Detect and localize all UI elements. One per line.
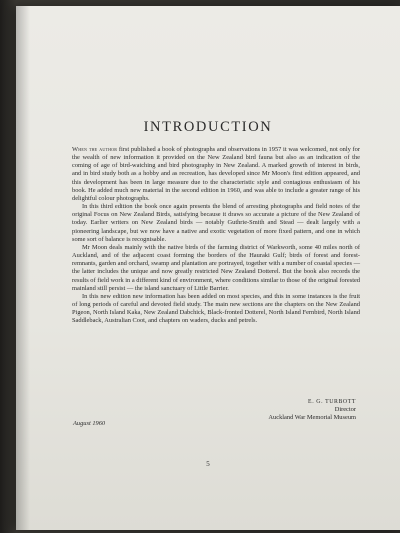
page-number: 5 [206,460,210,468]
date-line: August 1960 [73,420,106,427]
paragraph-1-body: first published a book of photographs and observations in 1957 it was welcomed, not only for the wealth of new information it provided on the New Zealand bird fauna but also as an indication of the coming of age of bird-watching and bird photography in New Zealand. A marked growth of interest in birds, and in bird study both as a hobby and as recreation, has developed since Mr Moon's first edition appeared, and this development has been in large measure due to the characteristic style and contagious enthusiasm of his book. He added much new material in the second edition in 1960, and was able to include a greater range of his delightful colour photographs. [72,146,360,202]
signature-name: E. G. TURBOTT [308,399,356,405]
page-gutter-shadow [16,6,30,530]
paragraph-4: In this new edition new information has been added on most species, and this in some instances is the fruit of long periods of careful and devoted field study. The main new sections are the chapters on the New Zealand Pigeon, North Island Kaka, New Zealand Dabchick, Black-fronted Dotterel, North Island Fernbird, North Island Saddleback, Australian Coot, and chapters on waders, ducks and petrels. [72,292,360,325]
book-page [16,6,400,530]
signature-block [196,398,356,423]
signature-institution: Auckland War Memorial Museum [268,414,356,422]
introduction-text [72,146,360,325]
signature-role: Director [334,406,356,414]
paragraph-3: Mr Moon deals mainly with the native birds of the farming district of Warkworth, some 40 miles north of Auckland, and of the adjacent coast forming the borders of the Hauraki Gulf; birds of forest and forest-remnants, garden and orchard, swamp and plantation are portrayed, together with a number of coastal species — the latter includes the unique and now greatly restricted New Zealand Dotterel. But the book also records the results of field work in a different kind of environment, where conditions similar to those of the original forested mainland still persist — the island sanctuary of Little Barrier. [72,243,360,292]
paragraph-2: In this third edition the book once again presents the blend of arresting photographs and field notes of the original Focus on New Zealand Birds, satisfying because it draws so accurate a picture of the New Zealand of today. Earlier writers on New Zealand birds — notably Guthrie-Smith and Stead — dealt largely with a pioneering landscape, but we now have a native and exotic vegetation of more fixed pattern, and one in which some sort of balance is recognisable. [72,203,360,243]
paragraph-1 [72,146,360,203]
page-title: INTRODUCTION [143,119,273,135]
paragraph-1-lead: When the author [72,146,118,153]
